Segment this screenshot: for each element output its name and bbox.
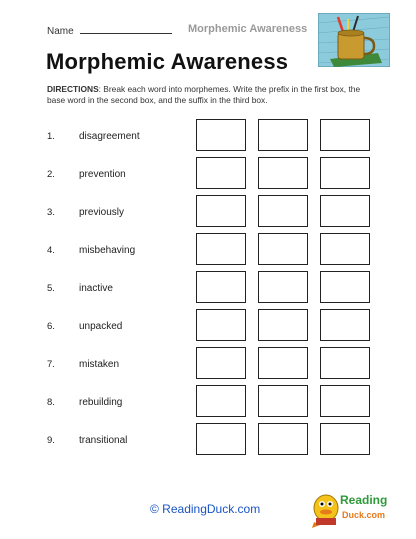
suffix-box[interactable] xyxy=(320,119,370,151)
exercise-row xyxy=(0,195,416,229)
footer-link[interactable]: © ReadingDuck.com xyxy=(150,502,261,516)
item-number: 8. xyxy=(47,397,55,408)
base-word-box[interactable] xyxy=(258,423,308,455)
exercise-row xyxy=(0,347,416,381)
exercise-row xyxy=(0,119,416,153)
item-word: rebuilding xyxy=(79,397,123,408)
base-word-box[interactable] xyxy=(258,271,308,303)
exercise-row xyxy=(0,423,416,457)
brand-top-text: Reading xyxy=(340,493,388,507)
reading-duck-logo-icon xyxy=(310,482,390,530)
base-word-box[interactable] xyxy=(258,347,308,379)
item-number: 3. xyxy=(47,207,55,218)
directions-text: : Break each word into morphemes. Write the prefix in the first box, the base word in the second box, and the suffix in the third box. xyxy=(47,84,361,105)
exercise-row xyxy=(0,309,416,343)
exercise-row xyxy=(0,157,416,191)
base-word-box[interactable] xyxy=(258,195,308,227)
item-word: unpacked xyxy=(79,321,123,332)
suffix-box[interactable] xyxy=(320,157,370,189)
brand-bottom-text: Duck.com xyxy=(342,510,386,520)
suffix-box[interactable] xyxy=(320,271,370,303)
prefix-box[interactable] xyxy=(196,423,246,455)
exercise-row xyxy=(0,271,416,305)
item-number: 9. xyxy=(47,435,55,446)
base-word-box[interactable] xyxy=(258,385,308,417)
prefix-box[interactable] xyxy=(196,309,246,341)
prefix-box[interactable] xyxy=(196,385,246,417)
item-word: previously xyxy=(79,207,125,218)
item-word: inactive xyxy=(79,283,113,294)
pencil-mug-icon xyxy=(318,13,390,67)
prefix-box[interactable] xyxy=(196,157,246,189)
item-number: 6. xyxy=(47,321,55,332)
item-number: 1. xyxy=(47,131,55,142)
name-line[interactable] xyxy=(80,24,172,34)
exercise-row xyxy=(0,385,416,419)
suffix-box[interactable] xyxy=(320,347,370,379)
prefix-box[interactable] xyxy=(196,119,246,151)
prefix-box[interactable] xyxy=(196,271,246,303)
header-title: Morphemic Awareness xyxy=(188,23,308,35)
prefix-box[interactable] xyxy=(196,195,246,227)
suffix-box[interactable] xyxy=(320,309,370,341)
suffix-box[interactable] xyxy=(320,233,370,265)
item-number: 5. xyxy=(47,283,55,294)
base-word-box[interactable] xyxy=(258,309,308,341)
name-label: Name xyxy=(47,26,74,37)
suffix-box[interactable] xyxy=(320,423,370,455)
item-word: transitional xyxy=(79,435,128,446)
suffix-box[interactable] xyxy=(320,385,370,417)
name-field-row xyxy=(47,24,172,37)
item-word: mistaken xyxy=(79,359,120,370)
base-word-box[interactable] xyxy=(258,233,308,265)
item-number: 4. xyxy=(47,245,55,256)
directions xyxy=(47,84,365,106)
item-word: disagreement xyxy=(79,131,140,142)
item-word: prevention xyxy=(79,169,126,180)
page-title: Morphemic Awareness xyxy=(46,49,289,74)
base-word-box[interactable] xyxy=(258,157,308,189)
item-number: 7. xyxy=(47,359,55,370)
suffix-box[interactable] xyxy=(320,195,370,227)
item-word: misbehaving xyxy=(79,245,136,256)
base-word-box[interactable] xyxy=(258,119,308,151)
exercise-row xyxy=(0,233,416,267)
prefix-box[interactable] xyxy=(196,347,246,379)
item-number: 2. xyxy=(47,169,55,180)
directions-label: DIRECTIONS xyxy=(47,84,99,94)
prefix-box[interactable] xyxy=(196,233,246,265)
